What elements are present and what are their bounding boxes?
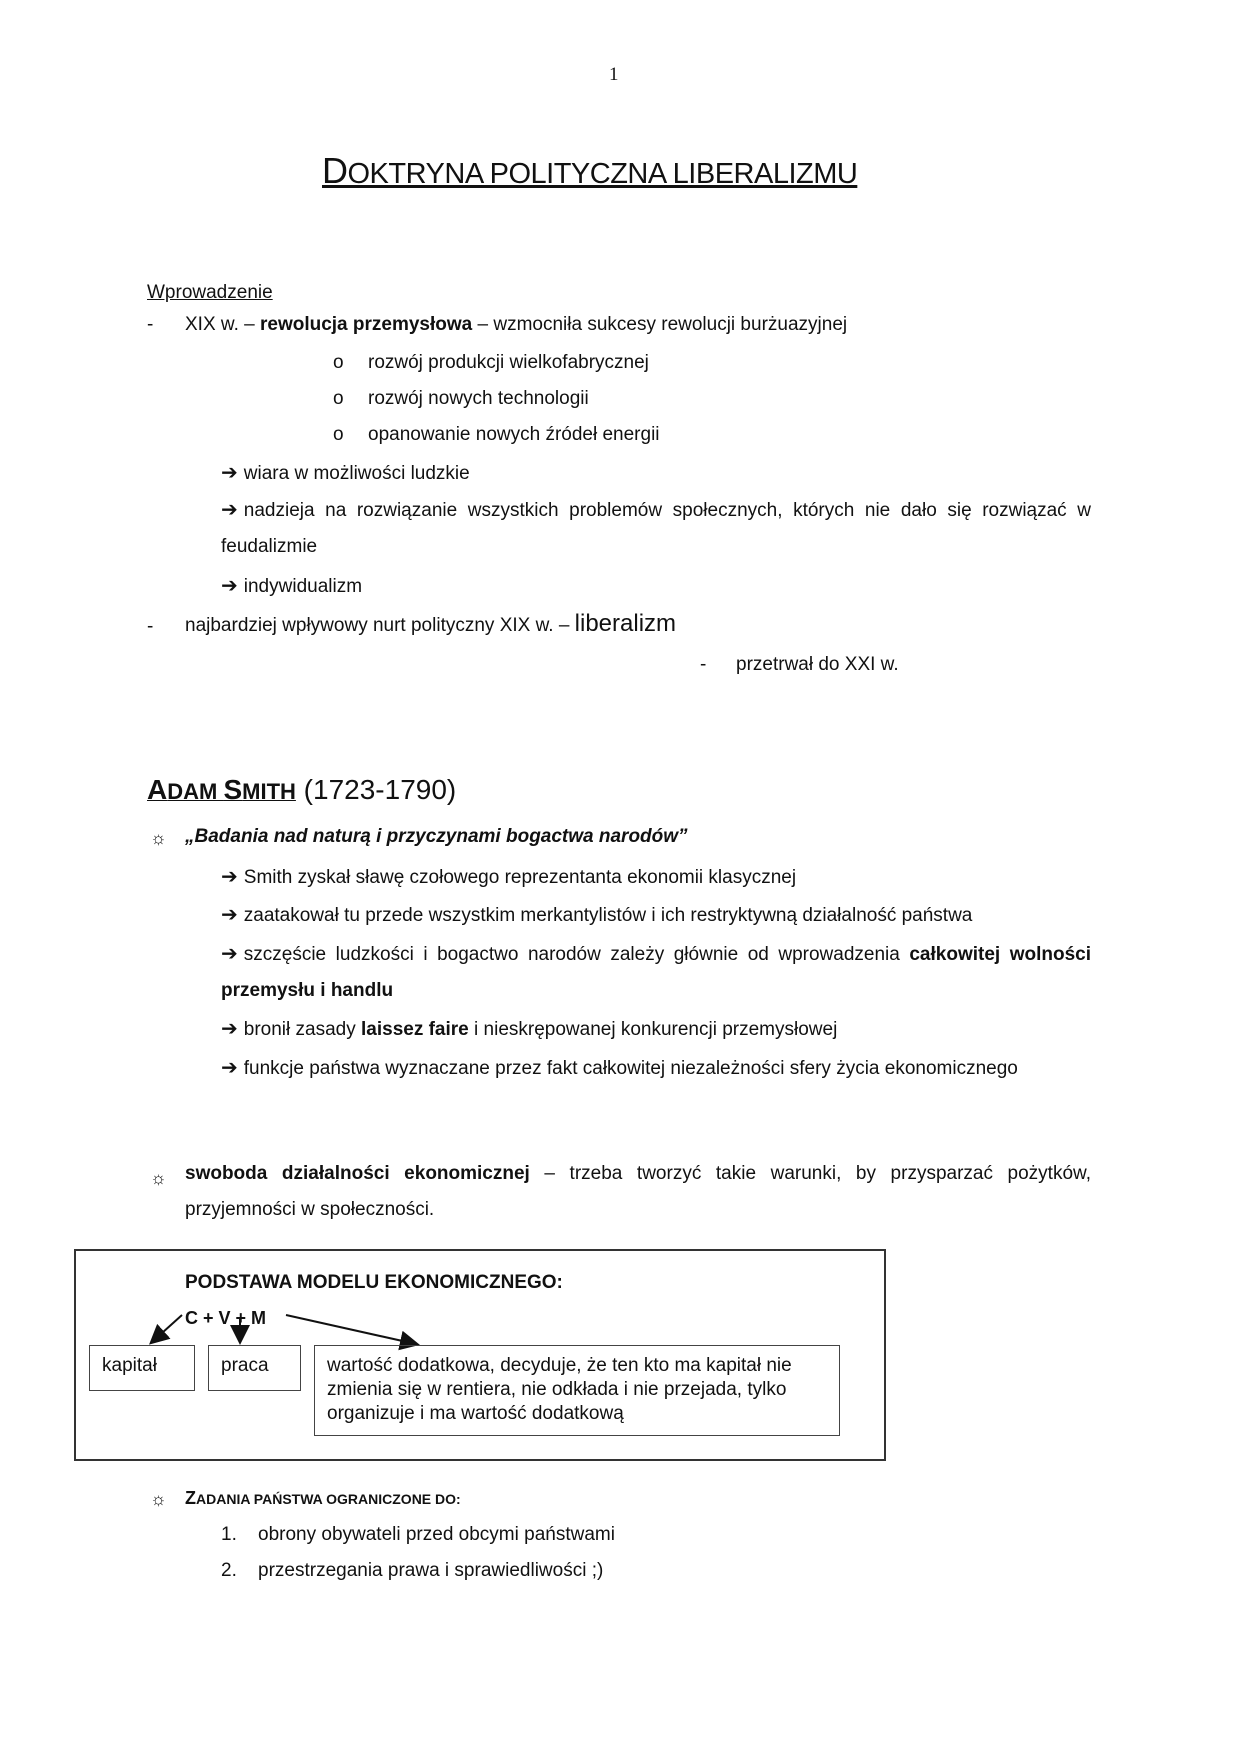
list-item: rozwój nowych technologii	[368, 388, 589, 409]
arrow-right-icon: ➔	[221, 575, 238, 597]
arrow-item: ➔ nadzieja na rozwiązanie wszystkich problemów społecznych, których nie dało się rozwiązać w feudalizmie	[221, 499, 1091, 557]
circle-bullet-icon: o	[333, 388, 344, 409]
dash-marker: -	[700, 654, 707, 675]
dash-marker: -	[147, 616, 154, 637]
sun-icon: ☼	[150, 1168, 167, 1188]
tasks-heading: ZADANIA PAŃSTWA OGRANICZONE DO:	[185, 1488, 461, 1508]
arrow-right-icon: ➔	[221, 1057, 238, 1079]
cell-capital: kapitał	[89, 1345, 195, 1391]
title-initial: D	[322, 150, 348, 191]
freedom-paragraph: swoboda działalności ekonomicznej – trzeba tworzyć takie warunki, by przysparzać pożytków, przyjemności w społeczności.	[185, 1163, 1091, 1220]
list-item: obrony obywateli przed obcymi państwami	[258, 1524, 615, 1545]
section-heading-smith: ADAM SMITH (1723-1790)	[147, 774, 457, 805]
list-number: 1.	[221, 1524, 237, 1545]
arrow-right-icon: ➔	[221, 866, 238, 888]
cell-surplus-value: wartość dodatkowa, decyduje, że ten kto ma kapitał nie zmienia się w rentiera, nie odkłada i nie przejada, tylko organizuje i ma wartość dodatkową	[314, 1345, 840, 1436]
arrow-to-value	[286, 1315, 416, 1344]
arrow-right-icon: ➔	[221, 904, 238, 926]
arrow-to-capital	[152, 1315, 182, 1342]
dash-marker: -	[147, 314, 154, 335]
arrow-item: ➔ szczęście ludzkości i bogactwo narodów zależy głównie od wprowadzenia całkowitej wolności przemysłu i handlu	[221, 943, 1091, 1001]
section-heading-intro: Wprowadzenie	[147, 282, 273, 303]
list-item: rozwój produkcji wielkofabrycznej	[368, 352, 649, 373]
arrow-item: ➔ Smith zyskał sławę czołowego reprezentanta ekonomii klasycznej	[221, 866, 797, 888]
arrow-right-icon: ➔	[221, 943, 238, 965]
circle-bullet-icon: o	[333, 424, 344, 445]
arrow-right-icon: ➔	[221, 1018, 238, 1040]
book-title: „Badania nad naturą i przyczynami bogactwa narodów”	[185, 826, 688, 847]
intro-line-2: najbardziej wpływowy nurt polityczny XIX w. – liberalizm	[185, 610, 677, 637]
page-number: 1	[609, 64, 619, 85]
list-item: opanowanie nowych źródeł energii	[368, 424, 660, 445]
list-number: 2.	[221, 1560, 237, 1581]
list-item: przestrzegania prawa i sprawiedliwości ;)	[258, 1560, 604, 1581]
model-formula: C + V + M	[185, 1308, 267, 1328]
arrow-item: ➔ wiara w możliwości ludzkie	[221, 462, 470, 484]
model-title: PODSTAWA MODELU EKONOMICZNEGO:	[185, 1272, 563, 1293]
arrow-item: ➔ funkcje państwa wyznaczane przez fakt całkowitej niezależności sfery życia ekonomicznego	[221, 1057, 1018, 1079]
arrow-right-icon: ➔	[221, 499, 238, 521]
survived-note: przetrwał do XXI w.	[736, 654, 899, 675]
arrow-item: ➔ indywidualizm	[221, 575, 363, 597]
arrow-item: ➔ zaatakował tu przede wszystkim merkantylistów i ich restryktywną działalność państwa	[221, 904, 973, 926]
title-rest: OKTRYNA POLITYCZNA LIBERALIZMU	[347, 158, 858, 190]
page-title	[322, 150, 857, 192]
sun-icon: ☼	[150, 828, 167, 848]
circle-bullet-icon: o	[333, 352, 344, 373]
intro-line-1: XIX w. – rewolucja przemysłowa – wzmocniła sukcesy rewolucji burżuazyjnej	[185, 314, 848, 335]
arrow-right-icon: ➔	[221, 462, 238, 484]
cell-work: praca	[208, 1345, 301, 1391]
arrow-item: ➔ bronił zasady laissez faire i nieskrępowanej konkurencji przemysłowej	[221, 1018, 838, 1040]
sun-icon: ☼	[150, 1489, 167, 1509]
